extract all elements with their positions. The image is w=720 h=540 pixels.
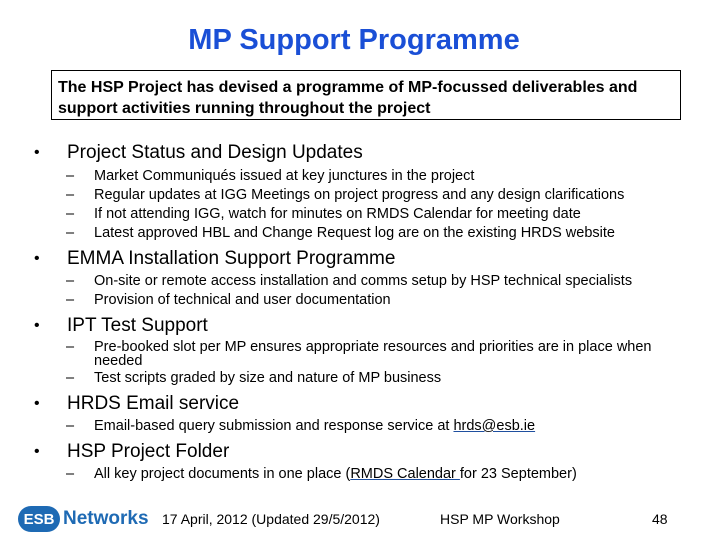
bullet-icon: • xyxy=(34,443,40,460)
dash-icon: – xyxy=(66,168,75,184)
dash-icon: – xyxy=(66,187,75,203)
bullet-heading xyxy=(30,141,700,165)
dash-icon: – xyxy=(66,206,75,222)
list-item: – Regular updates at IGG Meetings on project progress and any design clarifications xyxy=(66,187,625,203)
section-project-folder xyxy=(30,440,700,483)
footer-date: 17 April, 2012 (Updated 29/5/2012) xyxy=(162,511,380,527)
logo-text: Networks xyxy=(63,508,149,529)
dash-icon: – xyxy=(66,418,75,434)
dash-icon: – xyxy=(66,273,75,289)
list-item: – If not attending IGG, watch for minutes on RMDS Calendar for meeting date xyxy=(66,206,581,222)
rmds-calendar-link[interactable]: RMDS Calendar xyxy=(350,466,460,482)
bullet-heading-text: HRDS Email service xyxy=(67,393,240,414)
list-item: – On-site or remote access installation and comms setup by HSP technical specialists xyxy=(66,273,633,289)
list-item: – Email-based query submission and response service at hrds@esb.ie xyxy=(66,418,536,434)
bullet-heading xyxy=(30,440,700,464)
list-item: – Pre-booked slot per MP ensures appropriate resources and priorities are in place when needed xyxy=(66,339,652,369)
dash-icon: – xyxy=(66,466,75,482)
bullet-heading xyxy=(30,392,700,416)
list-item: – Latest approved HBL and Change Request log are on the existing HRDS website xyxy=(66,225,615,241)
dash-icon: – xyxy=(66,292,75,308)
list-item: – Provision of technical and user documentation xyxy=(66,292,391,308)
bullet-icon: • xyxy=(34,395,40,412)
dash-icon: – xyxy=(66,225,75,241)
bullet-heading xyxy=(30,247,700,271)
esb-networks-logo xyxy=(18,506,149,532)
intro-box: The HSP Project has devised a programme of MP-focussed deliverables and support activities running throughout the project xyxy=(51,70,681,120)
bullet-icon: • xyxy=(34,317,40,334)
slide-title: MP Support Programme xyxy=(188,24,520,56)
section-emma-installation xyxy=(30,247,700,309)
bullet-heading-text: HSP Project Folder xyxy=(67,441,230,462)
esb-logo-icon: ESB xyxy=(18,506,60,532)
section-project-status xyxy=(30,141,700,242)
bullet-list xyxy=(30,141,700,484)
footer-event: HSP MP Workshop xyxy=(440,511,560,527)
bullet-heading-text: IPT Test Support xyxy=(67,315,208,336)
bullet-heading-text: EMMA Installation Support Programme xyxy=(67,248,396,269)
bullet-heading-text: Project Status and Design Updates xyxy=(67,142,363,163)
page-number: 48 xyxy=(652,511,668,527)
section-ipt-test-support xyxy=(30,314,700,387)
dash-icon: – xyxy=(66,370,75,386)
list-item: – All key project documents in one place (RMDS Calendar for 23 September) xyxy=(66,466,577,482)
bullet-icon: • xyxy=(34,144,40,161)
dash-icon: – xyxy=(66,339,75,355)
bullet-icon: • xyxy=(34,250,40,267)
section-hrds-email xyxy=(30,392,700,435)
email-link[interactable]: hrds@esb.ie xyxy=(453,418,536,434)
list-item: – Test scripts graded by size and nature of MP business xyxy=(66,370,442,386)
bullet-heading xyxy=(30,314,700,338)
list-item: – Market Communiqués issued at key junctures in the project xyxy=(66,168,475,184)
